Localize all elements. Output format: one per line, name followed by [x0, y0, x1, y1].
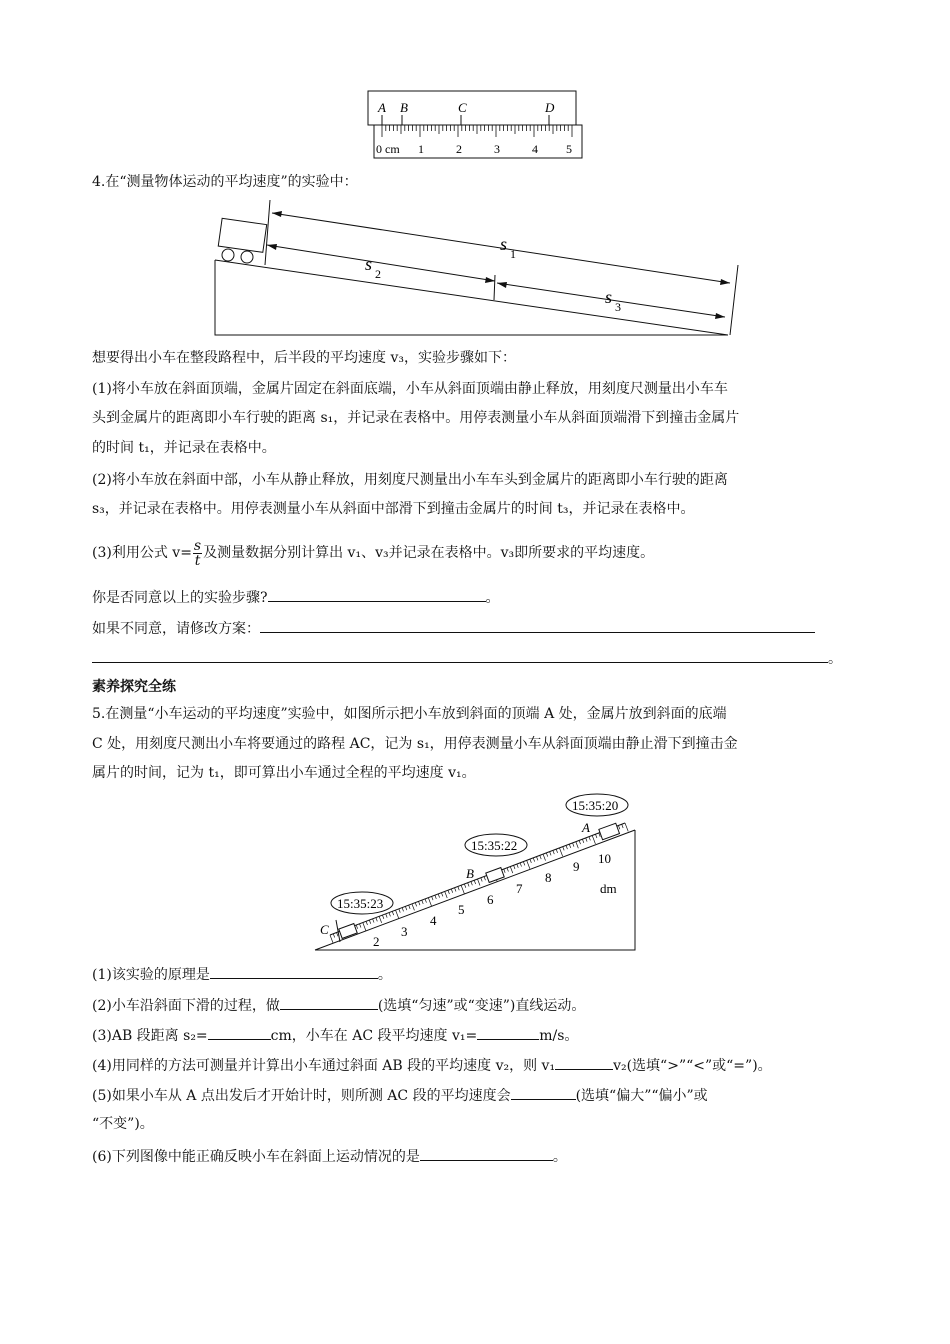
- q5-part3-post: m/s。: [539, 1028, 579, 1044]
- incline-tick-mark: [455, 888, 456, 892]
- incline-tick-mark: [478, 879, 480, 886]
- ruler-figure: [360, 88, 590, 163]
- q4-modify-row-2: [92, 648, 842, 669]
- q5-part6-text: (6)下列图像中能正确反映小车在斜面上运动情况的是: [92, 1149, 420, 1165]
- ruler-point-b: B: [400, 100, 408, 115]
- q5-line2: C 处，用刻度尺测出小车将要通过的路程 AC，记为 s₁，用停表测量小车从斜面顶端由静止滑下到撞击金: [92, 736, 738, 752]
- incline-tick-mark: [566, 845, 567, 849]
- incline-tick-mark: [396, 910, 399, 918]
- incline-tick-mark: [576, 842, 578, 849]
- incline-tick-mark: [543, 854, 545, 861]
- incline-tick-mark: [373, 919, 374, 923]
- incline-tick-mark: [514, 865, 515, 869]
- speed-formula-fraction: [193, 539, 202, 568]
- incline-tick-mark: [586, 838, 587, 842]
- compare-blank[interactable]: [555, 1055, 613, 1070]
- incline-tick-mark: [582, 839, 583, 843]
- formula-numerator: s: [193, 537, 202, 554]
- incline-tick-mark: [589, 837, 590, 841]
- incline-tick-mark: [507, 868, 508, 872]
- q5-part1: [92, 964, 392, 985]
- incline-tick-mark: [523, 862, 524, 866]
- q5-line1: 5.在测量“小车运动的平均速度”实验中，如图所示把小车放到斜面的顶端 A 处，金属片放到斜面的底端: [92, 706, 727, 722]
- incline-tick-mark: [474, 880, 475, 884]
- incline-tick-mark: [468, 883, 469, 887]
- incline-figure-q4: [210, 195, 745, 340]
- incline-tick-mark: [392, 911, 393, 915]
- incline-tick-mark: [425, 899, 426, 903]
- incline-tick-mark: [438, 894, 439, 898]
- incline-tick-7: 7: [516, 881, 523, 896]
- incline-tick-mark: [559, 848, 562, 856]
- q4-agree-question: 你是否同意以上的实验步骤?: [92, 590, 268, 606]
- incline-tick-9: 9: [573, 859, 580, 874]
- q4-modify-end: 。: [828, 651, 842, 667]
- q4-step2-line2: s₃，并记录在表格中。用停表测量小车从斜面中部滑下到撞击金属片的时间 t₃，并记录在表格中。: [92, 501, 695, 517]
- incline-tick-mark: [510, 867, 512, 874]
- incline-tick-mark: [527, 860, 530, 868]
- incline-tick-mark: [553, 850, 554, 854]
- incline-tick-mark: [409, 905, 410, 909]
- incline-tick-mark: [405, 906, 406, 910]
- ruler-point-a: A: [378, 100, 386, 115]
- motion-type-blank[interactable]: [280, 995, 378, 1010]
- section-title: 素养探究全练: [92, 679, 176, 695]
- modify-answer-blank-1[interactable]: [260, 618, 815, 633]
- label-s1: s: [500, 234, 508, 254]
- q4-step1-line3: 的时间 t₁，并记录在表格中。: [92, 440, 276, 456]
- incline-figure-q5: [310, 790, 640, 955]
- q5-part1-end: 。: [377, 967, 392, 983]
- v1-blank[interactable]: [477, 1025, 539, 1040]
- q5-part5-line2: “不变”)。: [92, 1116, 154, 1132]
- incline-tick-mark: [399, 909, 400, 913]
- incline-tick-mark: [441, 893, 442, 897]
- incline-tick-mark: [458, 886, 459, 890]
- ruler-scale-5: 5: [566, 142, 572, 156]
- incline-tick-mark: [540, 855, 541, 859]
- q5-part5-text: (5)如果小车从 A 点出发后才开始计时，则所测 AC 段的平均速度会: [92, 1088, 511, 1104]
- graph-choice-blank[interactable]: [420, 1146, 553, 1161]
- incline-tick-mark: [369, 920, 370, 924]
- q5-part6: [92, 1146, 567, 1167]
- incline-label-c: C: [320, 922, 329, 937]
- incline-tick-mark: [412, 904, 414, 911]
- incline-tick-mark: [360, 924, 361, 928]
- incline-tick-mark: [546, 853, 547, 857]
- modify-answer-blank-2[interactable]: [92, 648, 828, 663]
- incline-tick-mark: [592, 835, 595, 843]
- incline-tick-mark: [363, 923, 366, 931]
- incline-label-a: A: [582, 820, 590, 835]
- incline-tick-mark: [622, 824, 623, 828]
- incline-tick-mark: [419, 901, 420, 905]
- s2-blank[interactable]: [208, 1025, 271, 1040]
- incline-tick-mark: [563, 847, 564, 851]
- incline-label-b: B: [466, 866, 474, 881]
- q5-part5-post: (选填“偏大”“偏小”或: [575, 1088, 708, 1104]
- q4-modify-question: 如果不同意，请修改方案：: [92, 621, 260, 637]
- incline-tick-mark: [379, 916, 381, 923]
- incline-tick-mark: [573, 843, 574, 847]
- incline-tick-10: 10: [598, 851, 611, 866]
- q5-part2-text: (2)小车沿斜面下滑的过程，做: [92, 998, 280, 1014]
- principle-blank[interactable]: [210, 964, 378, 979]
- incline-tick-mark: [464, 884, 465, 888]
- incline-tick-mark: [504, 869, 505, 873]
- incline-tick-mark: [579, 840, 580, 844]
- incline-tick-mark: [402, 908, 403, 912]
- incline-tick-3: 3: [401, 924, 408, 939]
- incline-tick-mark: [520, 863, 521, 867]
- q4-step1-line1: (1)将小车放在斜面顶端，金属片固定在斜面底端，小车从斜面顶端由静止释放，用刻度尺测量出小车车: [92, 381, 728, 397]
- clock-b: 15:35:22: [471, 838, 518, 853]
- q5-part4-post: v₂(选填“>”“<”或“=”)。: [613, 1058, 772, 1074]
- incline-tick-mark: [415, 903, 416, 907]
- incline-tick-mark: [422, 900, 423, 904]
- incline-tick-mark: [550, 852, 551, 856]
- incline-tick-mark: [448, 890, 449, 894]
- q4-lead: 想要得出小车在整段路程中，后半段的平均速度 v₃，实验步骤如下：: [92, 350, 516, 366]
- incline-tick-mark: [435, 895, 436, 899]
- label-s2: s: [365, 254, 373, 274]
- ruler-scale-1: 1: [418, 142, 424, 156]
- incline-tick-mark: [366, 921, 367, 925]
- label-s2-sub: 2: [375, 267, 381, 281]
- incline-tick-mark: [471, 881, 472, 885]
- incline-tick-mark: [356, 925, 357, 929]
- q5-part1-text: (1)该实验的原理是: [92, 967, 210, 983]
- q5-part5: [92, 1085, 708, 1106]
- incline-tick-mark: [451, 889, 452, 893]
- label-s1-sub: 1: [510, 247, 516, 261]
- agree-answer-blank[interactable]: [268, 587, 486, 602]
- incline-tick-mark: [556, 849, 557, 853]
- incline-tick-mark: [517, 864, 518, 868]
- q5-part2: [92, 995, 585, 1016]
- incline-tick-5: 5: [458, 902, 465, 917]
- incline-tick-mark: [533, 858, 534, 862]
- incline-tick-mark: [618, 825, 619, 829]
- bias-blank[interactable]: [511, 1085, 576, 1100]
- q4-step1-line2: 头到金属片的距离即小车行驶的距离 s₁，并记录在表格中。用停表测量小车从斜面顶端滑下到撞击金属片: [92, 410, 740, 426]
- incline-tick-mark: [530, 859, 531, 863]
- q5-line3: 属片的时间，记为 t₁，即可算出小车通过全程的平均速度 v₁。: [92, 765, 476, 781]
- incline-tick-mark: [537, 857, 538, 861]
- q5-part4: [92, 1055, 772, 1076]
- incline-unit: dm: [600, 881, 617, 896]
- incline-tick-mark: [481, 878, 482, 882]
- q4-intro: 4.在“测量物体运动的平均速度”的实验中：: [92, 174, 358, 190]
- ruler-point-d: D: [545, 100, 555, 115]
- incline-tick-8: 8: [545, 870, 552, 885]
- incline-tick-mark: [569, 844, 570, 848]
- q5-part4-text: (4)用同样的方法可测量并计算出小车通过斜面 AB 段的平均速度 v₂，则 v₁: [92, 1058, 556, 1074]
- q5-part3: [92, 1025, 578, 1046]
- incline-tick-mark: [389, 913, 390, 917]
- incline-tick-mark: [432, 896, 433, 900]
- ruler-scale-2: 2: [456, 142, 462, 156]
- incline-tick-mark: [333, 934, 334, 938]
- incline-tick-mark: [445, 891, 447, 898]
- incline-tick-4: 4: [430, 913, 437, 928]
- q5-part6-end: 。: [552, 1149, 567, 1165]
- incline-tick-6: 6: [487, 892, 494, 907]
- incline-tick-mark: [428, 898, 431, 906]
- incline-tick-mark: [337, 933, 338, 937]
- q4-step3: [92, 536, 654, 570]
- ruler-point-c: C: [458, 100, 467, 115]
- incline-tick-mark: [386, 914, 387, 918]
- label-s3: s: [605, 287, 613, 307]
- label-s3-sub: 3: [615, 300, 621, 314]
- q4-agree-end: 。: [485, 590, 500, 606]
- formula-denominator: t: [194, 552, 201, 569]
- q4-modify-row: [92, 618, 815, 639]
- clock-a: 15:35:20: [572, 798, 619, 813]
- q4-step3-post: 及测量数据分别计算出 v₁、v₃并记录在表格中。v₃即所要求的平均速度。: [203, 545, 655, 561]
- incline-tick-2: 2: [373, 934, 380, 949]
- clock-c: 15:35:23: [337, 896, 384, 911]
- q4-step2-line1: (2)将小车放在斜面中部，小车从静止释放，用刻度尺测量出小车车头到金属片的距离即小车行驶的距离: [92, 472, 728, 488]
- incline-tick-mark: [625, 823, 628, 831]
- q5-part3-mid: cm，小车在 AC 段平均速度 v₁=: [270, 1028, 478, 1044]
- incline-tick-mark: [330, 935, 333, 943]
- incline-tick-mark: [484, 877, 485, 881]
- q4-agree-row: [92, 587, 500, 608]
- ruler-scale-3: 3: [494, 142, 500, 156]
- q4-step3-pre: (3)利用公式 v=: [92, 545, 192, 561]
- q5-part3-text: (3)AB 段距离 s₂=: [92, 1028, 208, 1044]
- incline-tick-mark: [376, 918, 377, 922]
- incline-tick-mark: [596, 834, 597, 838]
- ruler-unit-label: 0 cm: [376, 142, 400, 156]
- q5-part2-post: (选填“匀速”或“变速”)直线运动。: [377, 998, 586, 1014]
- incline-tick-mark: [382, 915, 383, 919]
- incline-tick-mark: [461, 885, 464, 893]
- ruler-scale-4: 4: [532, 142, 538, 156]
